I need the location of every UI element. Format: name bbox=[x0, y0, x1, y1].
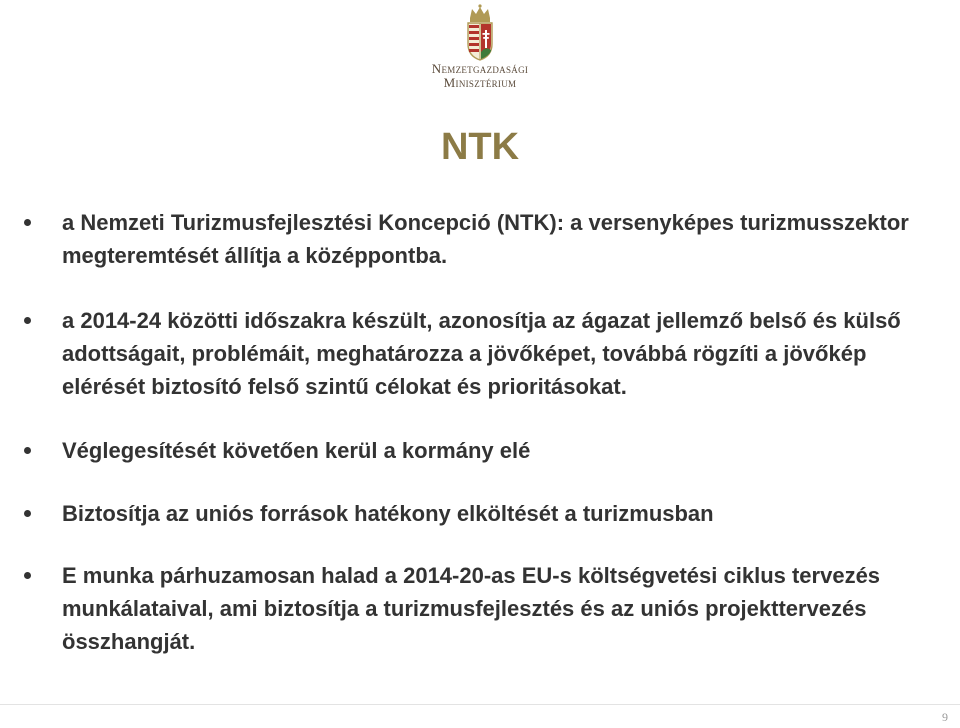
bullet-item bbox=[24, 497, 924, 530]
bullet-dot-icon bbox=[24, 572, 31, 579]
bullet-text: a 2014-24 közötti időszakra készült, azonosítja az ágazat jellemző belső és külső adottságait, problémáit, meghatározza a jövőképet, továbbá rögzíti a jövőkép elérését biztosító felső szintű célokat és prioritásokat. bbox=[62, 308, 901, 399]
bullet-item bbox=[24, 206, 924, 272]
bullet-text: Véglegesítését követően kerül a kormány elé bbox=[62, 438, 531, 463]
logo-line-1: Nemzetgazdasági bbox=[431, 61, 529, 76]
bullet-dot-icon bbox=[24, 510, 31, 517]
bullet-text: a Nemzeti Turizmusfejlesztési Koncepció (NTK): a versenyképes turizmusszektor megteremtését állítja a középpontba. bbox=[62, 210, 909, 268]
bullet-text: E munka párhuzamosan halad a 2014-20-as EU-s költségvetési ciklus tervezés munkálataival, ami biztosítja a turizmusfejlesztés és az uniós projekttervezés összhangját. bbox=[62, 563, 881, 654]
bullet-item bbox=[24, 434, 924, 467]
logo-line-2: Minisztérium bbox=[443, 75, 517, 90]
bullet-dot-icon bbox=[24, 317, 31, 324]
slide-title: NTK bbox=[440, 126, 520, 168]
bullet-dot-icon bbox=[24, 447, 31, 454]
footer-divider bbox=[0, 704, 960, 705]
bullet-item bbox=[24, 304, 924, 403]
page-number: 9 bbox=[942, 710, 948, 724]
bullet-text: Biztosítja az uniós források hatékony elköltését a turizmusban bbox=[62, 501, 714, 526]
bullet-item bbox=[24, 559, 924, 658]
bullet-dot-icon bbox=[24, 219, 31, 226]
